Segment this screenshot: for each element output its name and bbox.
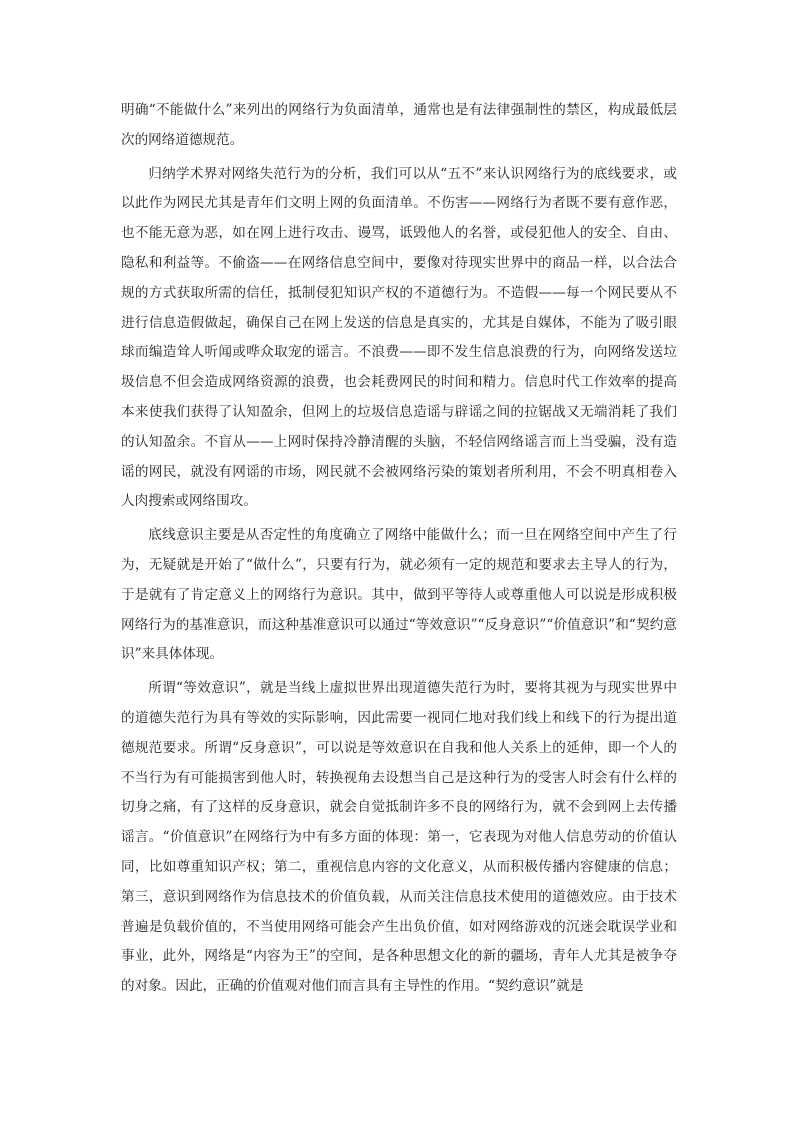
- paragraph-3: 底线意识主要是从否定性的角度确立了网络中能做什么；而一旦在网络空间中产生了行为，无疑就是开始了“做什么”，只要有行为，就必须有一定的规范和要求去主导人的行为，于是就有了肯定意义上的网络行为意识。其中，做到平等待人或尊重他人可以说是形成积极网络行为的基准意识，而这种基准意识可以通过“等效意识”“反身意识”“价值意识”和“契约意识”来具体体现。: [121, 527, 677, 663]
- paragraph-4: 所谓“等效意识”，就是当线上虚拟世界出现道德失范行为时，要将其视为与现实世界中的道德失范行为具有等效的实际影响，因此需要一视同仁地对我们线上和线下的行为提出道德规范要求。所谓“反身意识”，可以说是等效意识在自我和他人关系上的延伸，即一个人的不当行为有可能损害到他人时，转换视角去设想当自己是这种行为的受害人时会有什么样的切身之痛，有了这样的反身意识，就会自觉抵制许多不良的网络行为，就不会到网上去传播谣言。“价值意识”在网络行为中有多方面的体现：第一，它表现为对他人信息劳动的价值认同，比如尊重知识产权；第二，重视信息内容的文化意义，从而积极传播内容健康的信息；第三，意识到网络作为信息技术的价值负载，从而关注信息技术使用的道德效应。由于技术普遍是负载价值的，不当使用网络可能会产生出负价值，如对网络游戏的沉迷会耽误学业和事业，此外，网络是“内容为王”的空间，是各种思想文化的新的疆场，青年人尤其是被争夺的对象。因此，正确的价值观对他们而言具有主导性的作用。“契约意识”就是: [121, 680, 677, 995]
- paragraph-1: 明确“不能做什么”来列出的网络行为负面清单，通常也是有法律强制性的禁区，构成最低层次的网络道德规范。: [121, 102, 677, 148]
- paragraph-2: 归纳学术界对网络失范行为的分析，我们可以从“五不”来认识网络行为的底线要求，或以此作为网民尤其是青年们文明上网的负面清单。不伤害——网络行为者既不要有意作恶，也不能无意为恶，如在网上进行攻击、谩骂，诋毁他人的名誉，或侵犯他人的安全、自由、隐私和利益等。不偷盗——在网络信息空间中，要像对待现实世界中的商品一样，以合法合规的方式获取所需的信任，抵制侵犯知识产权的不道德行为。不造假——每一个网民要从不进行信息造假做起，确保自己在网上发送的信息是真实的，尤其是自媒体，不能为了吸引眼球而编造耸人听闻或哗众取宠的谣言。不浪费——即不发生信息浪费的行为，向网络发送垃圾信息不但会造成网络资源的浪费，也会耗费网民的时间和精力。信息时代工作效率的提高本来使我们获得了认知盈余，但网上的垃圾信息造谣与辟谣之间的拉锯战又无端消耗了我们的认知盈余。不盲从——上网时保持冷静清醒的头脑，不轻信网络谣言而上当受骗，没有造谣的网民，就没有网谣的市场，网民就不会被网络污染的策划者所利用，不会不明真相卷入人肉搜索或网络围攻。: [121, 165, 677, 510]
